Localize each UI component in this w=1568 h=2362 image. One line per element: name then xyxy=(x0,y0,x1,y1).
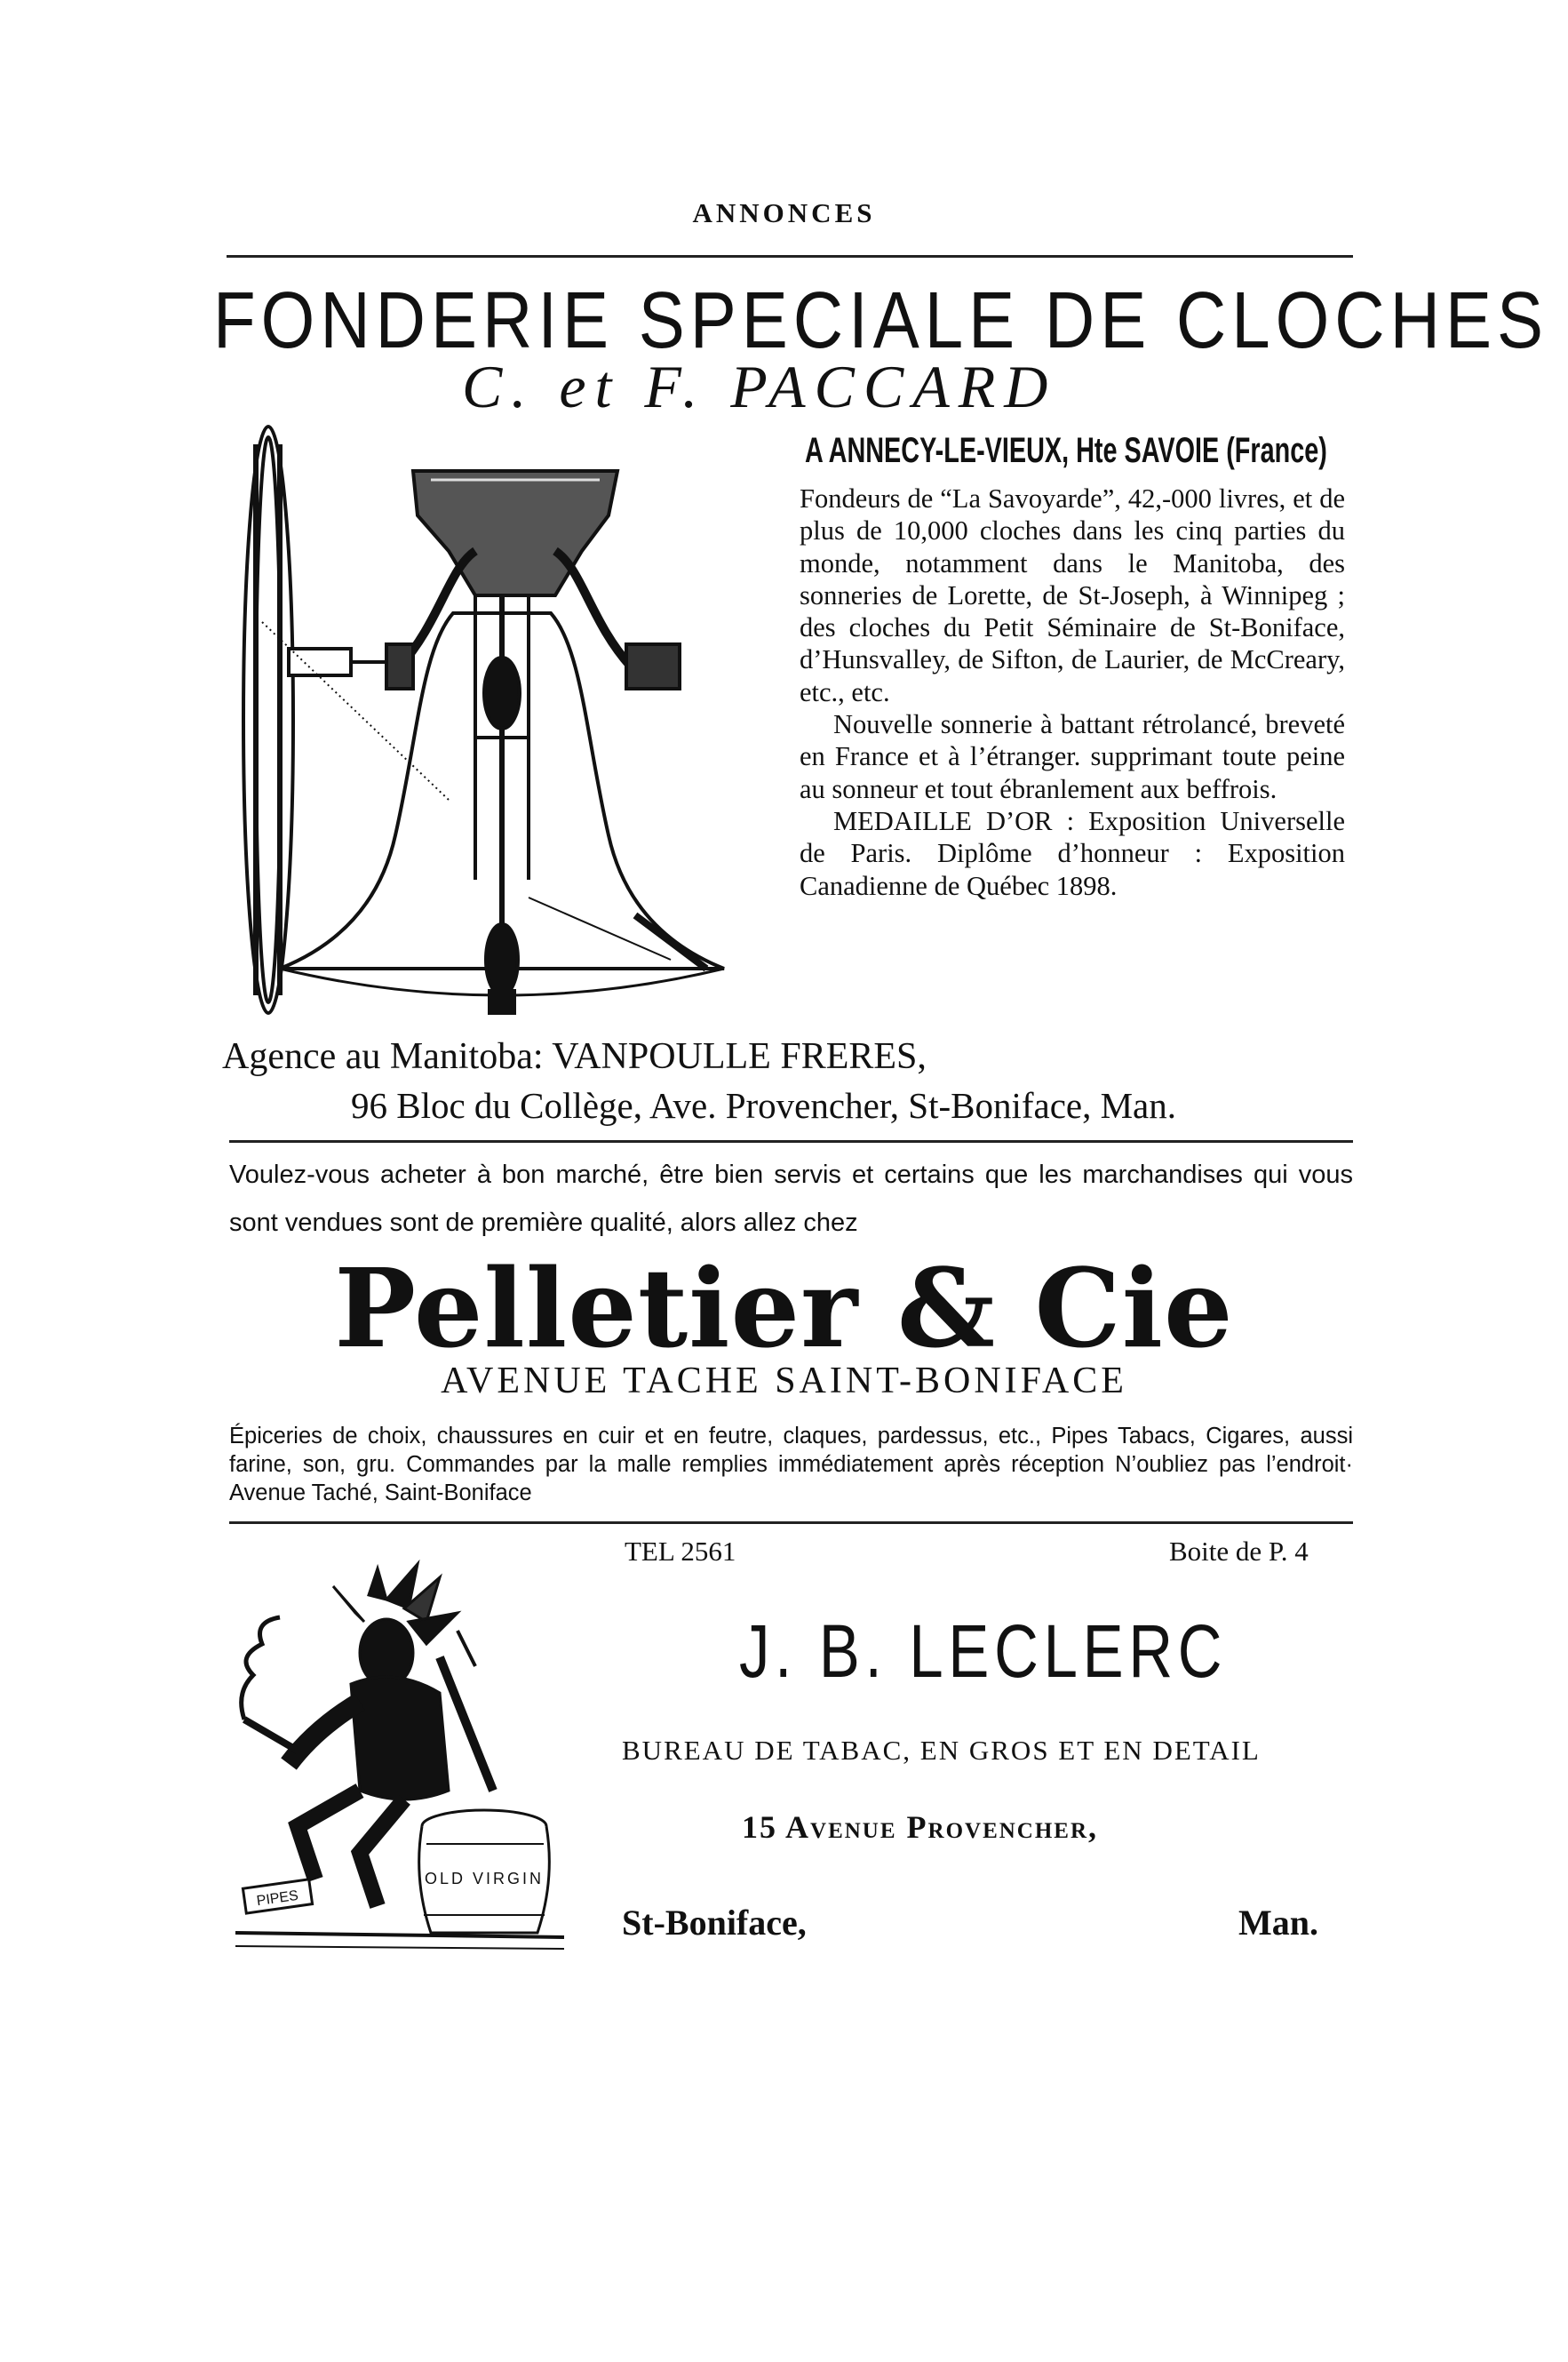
leclerc-boite: Boite de P. 4 xyxy=(1169,1536,1309,1567)
barrel-label: OLD VIRGIN xyxy=(424,1870,545,1887)
top-rule xyxy=(227,255,1353,258)
figure-torso xyxy=(351,1677,449,1799)
paccard-paragraph-1: Fondeurs de “La Savoyarde”, 42,-000 livres, et de plus de 10,000 cloches dans les cinq parties du monde, notamment dans le Manitoba, des sonneries de Lorette, de St-Joseph, à Winnipeg ; des cloches du Petit Séminaire de St-Boniface, d’Hunsvalley, de Sifton, de Laurier, de McCreary, etc., etc. xyxy=(800,483,1345,707)
paccard-location: A ANNECY-LE-VIEUX, Hte SAVOIE (France) xyxy=(805,431,1327,470)
pelletier-address: AVENUE TACHE SAINT-BONIFACE xyxy=(441,1361,1127,1401)
bell-illustration xyxy=(227,418,782,1022)
middle-rule-2 xyxy=(229,1521,1353,1524)
middle-rule-1 xyxy=(229,1140,1353,1143)
leclerc-name: J. B. LECLERC xyxy=(739,1609,1228,1693)
leclerc-business: BUREAU DE TABAC, EN GROS ET EN DETAIL xyxy=(622,1735,1261,1766)
paccard-paragraph-3: MEDAILLE D’OR : Exposition Universelle de Paris. Diplôme d’honneur : Exposition Canadienne de Québec 1898. xyxy=(800,805,1345,901)
paccard-title: FONDERIE SPECIALE DE CLOCHES xyxy=(213,275,1548,365)
pipes-label: PIPES xyxy=(255,1887,299,1910)
paccard-paragraph-2: Nouvelle sonnerie à battant rétrolancé, breveté en France et à l’étranger. supprimant toute peine au sonneur et tout ébranlement aux beffrois. xyxy=(800,709,1345,804)
paccard-body xyxy=(800,483,1345,902)
pelletier-intro: Voulez-vous acheter à bon marché, être bien servis et certains que les marchandises qui vous sont vendues sont de première qualité, alors allez chez xyxy=(229,1161,1353,1237)
paccard-agence: Agence au Manitoba: VANPOULLE FRERES, xyxy=(222,1036,927,1077)
page-header: ANNONCES xyxy=(692,197,876,228)
tobacco-figure-illustration xyxy=(227,1560,573,1951)
leclerc-city: St-Boniface, xyxy=(622,1903,807,1943)
paccard-agence-address: 96 Bloc du Collège, Ave. Provencher, St-Boniface, Man. xyxy=(351,1085,1177,1126)
pelletier-name: Pelletier & Cie xyxy=(334,1244,1234,1372)
bell-wheel xyxy=(243,427,293,1013)
leclerc-tel: TEL 2561 xyxy=(625,1536,736,1567)
pelletier-items: Épiceries de choix, chaussures en cuir et en feutre, claques, pardessus, etc., Pipes Tabacs, Cigares, aussi farine, son, gru. Commandes par la malle remplies immédiatement après réception N’oubliez pas l’endroit· Avenue Taché, Saint-Boniface xyxy=(229,1424,1353,1505)
bell-yoke xyxy=(413,471,617,595)
leclerc-address: 15 Avenue Provencher, xyxy=(742,1809,1099,1845)
paccard-subtitle: C. et F. PACCARD xyxy=(462,353,1057,420)
leclerc-province: Man. xyxy=(1238,1903,1318,1943)
